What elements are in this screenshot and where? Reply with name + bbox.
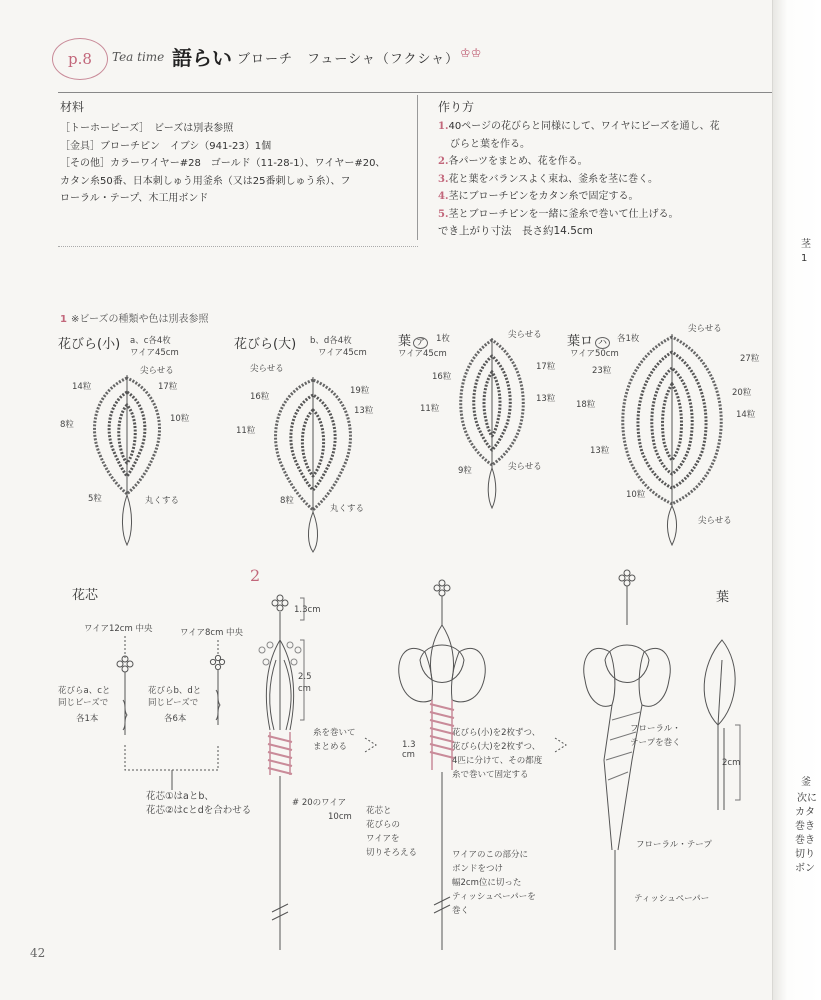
leaf-b-diagram	[623, 334, 721, 545]
stamen-diagram	[117, 636, 225, 790]
method-step: 3.花と葉をバランスよく束ね、釜糸を茎に巻く。	[438, 173, 658, 185]
page-number: 42	[30, 946, 46, 960]
materials-line: ローラル・テープ、木工用ボンド	[60, 193, 209, 204]
final-leaf-title: 葉	[716, 590, 730, 605]
book-page: p.8 Tea time 語らい ブローチ フューシャ（フクシャ） ♔♔ 材料 ［トーホービーズ］ ビーズは別表参照 ［金具］ブローチピン イブシ（941-23）1個 ［その他］カラーワイヤー#28 ゴールド（11-28-1）、ワイヤー#20、 カタン糸50番、日本刺しゅう用釜糸（又は25番刺しゅう糸）、フ ローラル・テープ、木工用ボンド 作り方 1.40ページの花びらと同様にして、ワイヤにビーズを通し、花 びらと葉を作る。 2.各パーツをまとめ、花を作る。 3.花と葉をバランスよく束ね、釜糸を茎に巻く。 4.茎にブローチピンをカタン糸で固定する。 5.茎とブローチピンを一緒に釜糸で巻いて仕上げる。 でき上がり寸法 長さ約14.5cm 1 ※ビーズの種類や色は別表参照 花びら(小) a、c各4枚 ワイア45cm 尖らせる 14粒 8粒 5粒 17粒 10粒 丸くする 花びら(大) b、d各4枚 ワイア45cm 尖らせる 16粒 11粒 8粒 19粒 13粒 丸くする 葉 ア 1枚 ワイア45cm 尖らせる 16粒 11粒 9粒 17粒 13粒 尖らせる 葉ロ ハ 各1枚 ワイア50cm 尖らせる 23粒 18粒 13粒 10粒 27粒 20粒 14粒 尖らせる 2 花芯 ワイア12cm 中央 ワイア8cm 中央 花びらa、cと 同じビーズで 各1本 花びらb、dと 同じビーズで 各6本 花芯①はaとb、 花芯②はcとdを合わせる 1.3cm 2.5 cm 糸を巻いて まとめる # 20のワイア 10cm 1.3 cm 花びら(小)を2枚ずつ、 花びら(大)を2枚ずつ、 4匹に分けて、その都度 糸で巻いて固定する 花芯と 花びらの ワイアを 切りそろえる ワイアのこの部分に ボンドをつけ 幅2cm位に切った ティッシュペーパーを 巻く フローラル・ テープを巻く フローラル・テープ ティッシュペーパー 葉 2cm 42 茎 1 釜 次に カタ 巻き 巻き 切り ボン	[0, 0, 821, 1000]
petal-large-diagram	[276, 377, 351, 552]
petal-small-diagram	[94, 375, 159, 545]
method-step: 4.茎にブローチピンをカタン糸で固定する。	[438, 191, 639, 202]
materials-line: ［その他］カラーワイヤー#28 ゴールド（11-28-1）、ワイヤー#20、	[60, 158, 386, 169]
leaf-a-title: 葉 ア	[398, 330, 428, 349]
method-step: 2.各パーツをまとめ、花を作る。	[438, 156, 588, 167]
leaf-b-title: 葉ロ ハ	[567, 330, 610, 349]
page-title: 語らい	[172, 46, 232, 70]
section-1-heading: 1 ※ビーズの種類や色は別表参照	[60, 314, 209, 325]
page-badge: p.8	[52, 38, 108, 80]
step4-diagram	[584, 570, 671, 950]
materials-line: ［金具］ブローチピン イブシ（941-23）1個	[60, 140, 272, 152]
finished-size: でき上がり寸法 長さ約14.5cm	[438, 225, 593, 237]
materials-line: ［トーホービーズ］ ビーズは別表参照	[60, 123, 234, 134]
final-leaf-diagram	[704, 640, 740, 810]
page-subtitle: ブローチ フューシャ（フクシャ）	[237, 52, 460, 67]
petal-small-title: 花びら(小)	[58, 337, 121, 352]
leaf-a-diagram	[461, 338, 524, 508]
section-2-number: 2	[250, 566, 261, 585]
stamen-title: 花芯	[72, 588, 99, 603]
materials-heading: 材料	[60, 100, 85, 114]
method-heading: 作り方	[438, 100, 475, 114]
petal-large-title: 花びら(大)	[234, 337, 297, 352]
tea-time-label: Tea time	[112, 50, 165, 64]
step2-diagram	[259, 595, 376, 950]
method-step: びらと葉を作る。	[450, 138, 530, 150]
crown-icon: ♔♔	[460, 46, 482, 60]
method-step: 5.茎とブローチピンを一緒に釜糸で巻いて仕上げる。	[438, 208, 679, 220]
next-page-edge: 茎 1 釜 次に カタ 巻き 巻き 切り ボン	[772, 0, 821, 1000]
materials-line: カタン糸50番、日本刺しゅう用釜糸（又は25番刺しゅう糸）、フ	[60, 175, 351, 187]
method-step: 1.40ページの花びらと同様にして、ワイヤにビーズを通し、花	[438, 121, 720, 132]
